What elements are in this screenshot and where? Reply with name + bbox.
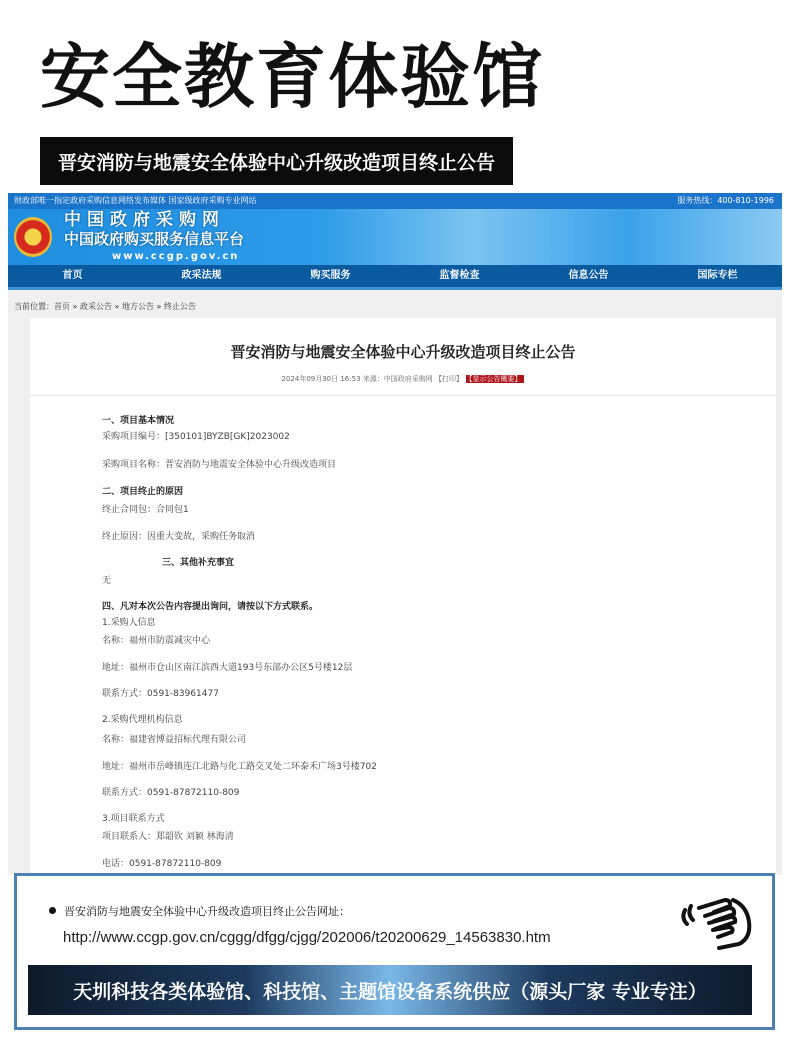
show-summary-button[interactable]: 【显示公告概要】 xyxy=(466,375,525,383)
article-line: 1.采购人信息 xyxy=(102,618,156,628)
article-line: 联系方式：0591-87872110-809 xyxy=(102,788,240,798)
logo-title[interactable]: 中国政府采购网 xyxy=(64,210,225,230)
article-line: 项目联系人：郑韶钦 刘颖 林海清 xyxy=(102,832,234,842)
announcement-banner: 晋安消防与地震安全体验中心升级改造项目终止公告 xyxy=(40,137,513,185)
site-header xyxy=(8,209,782,265)
article-line: 无 xyxy=(102,576,112,586)
article-line: 3.项目联系方式 xyxy=(102,814,165,824)
section-heading: 四、凡对本次公告内容提出询问，请按以下方式联系。 xyxy=(102,602,319,612)
section-heading: 二、项目终止的原因 xyxy=(102,487,184,497)
article-title: 晋安消防与地震安全体验中心升级改造项目终止公告 xyxy=(230,343,576,361)
article-line: 联系方式：0591-83961477 xyxy=(102,689,219,699)
article-panel xyxy=(30,318,776,875)
article-line: 采购项目名称：晋安消防与地震安全体验中心升级改造项目 xyxy=(102,460,337,470)
nav-services[interactable]: 购买服务 xyxy=(310,270,351,281)
meta-text: 2024年09月30日 16:53 来源：中国政府采购网 【打印】 xyxy=(281,375,463,383)
top-strip xyxy=(8,193,782,209)
link-label: 晋安消防与地震安全体验中心升级改造项目终止公告网址： xyxy=(64,905,350,918)
hotline: 服务热线：400-810-1996 xyxy=(677,196,774,205)
main-nav xyxy=(8,265,782,290)
nav-supervision[interactable]: 监督检查 xyxy=(439,270,480,281)
link-box xyxy=(14,873,775,1030)
logo-subtitle: 中国政府购买服务信息平台 xyxy=(64,230,245,248)
section-heading: 一、项目基本情况 xyxy=(102,416,175,426)
supplier-banner: 天圳科技各类体验馆、科技馆、主题馆设备系统供应（源头厂家 专业专注） xyxy=(28,965,752,1015)
website-screenshot xyxy=(8,193,782,875)
nav-home[interactable]: 首页 xyxy=(62,270,83,281)
site-slogan: 财政部唯一指定政府采购信息网络发布媒体 国家级政府采购专业网站 xyxy=(14,196,257,205)
bullet-icon xyxy=(49,907,56,914)
article-line: 2.采购代理机构信息 xyxy=(102,715,183,725)
nav-announcements[interactable]: 信息公告 xyxy=(568,270,609,281)
logo-url: www.ccgp.gov.cn xyxy=(112,251,240,262)
section-heading: 三、其他补充事宜 xyxy=(162,558,235,568)
breadcrumb[interactable]: 当前位置：首页 » 政采公告 » 地方公告 » 终止公告 xyxy=(14,302,196,311)
article-line: 电话：0591-87872110-809 xyxy=(102,859,222,869)
article-line: 地址：福州市仓山区南江滨西大道193号东部办公区5号楼12层 xyxy=(102,663,353,673)
announcement-url[interactable]: http://www.ccgp.gov.cn/cggg/dfgg/cjgg/202006/t20200629_14563830.htm xyxy=(63,929,551,946)
pointing-hand-icon xyxy=(677,890,757,950)
article-meta xyxy=(30,374,776,384)
nav-international[interactable]: 国际专栏 xyxy=(697,270,738,281)
article-line: 终止原因：因重大变故，采购任务取消 xyxy=(102,532,256,542)
national-emblem-icon xyxy=(14,217,52,257)
article-line: 名称：福建省博益招标代理有限公司 xyxy=(102,735,247,745)
page-title: 安全教育体验馆 xyxy=(40,36,544,118)
article-line: 采购项目编号：[350101]BYZB[GK]2023002 xyxy=(102,432,290,442)
nav-regulations[interactable]: 政采法规 xyxy=(181,270,222,281)
divider xyxy=(30,395,776,396)
article-line: 终止合同包：合同包1 xyxy=(102,505,189,515)
article-line: 地址：福州市岳峰镇连江北路与化工路交叉处二环泰禾广场3号楼702 xyxy=(102,762,377,772)
article-line: 名称：福州市防震减灾中心 xyxy=(102,636,211,646)
